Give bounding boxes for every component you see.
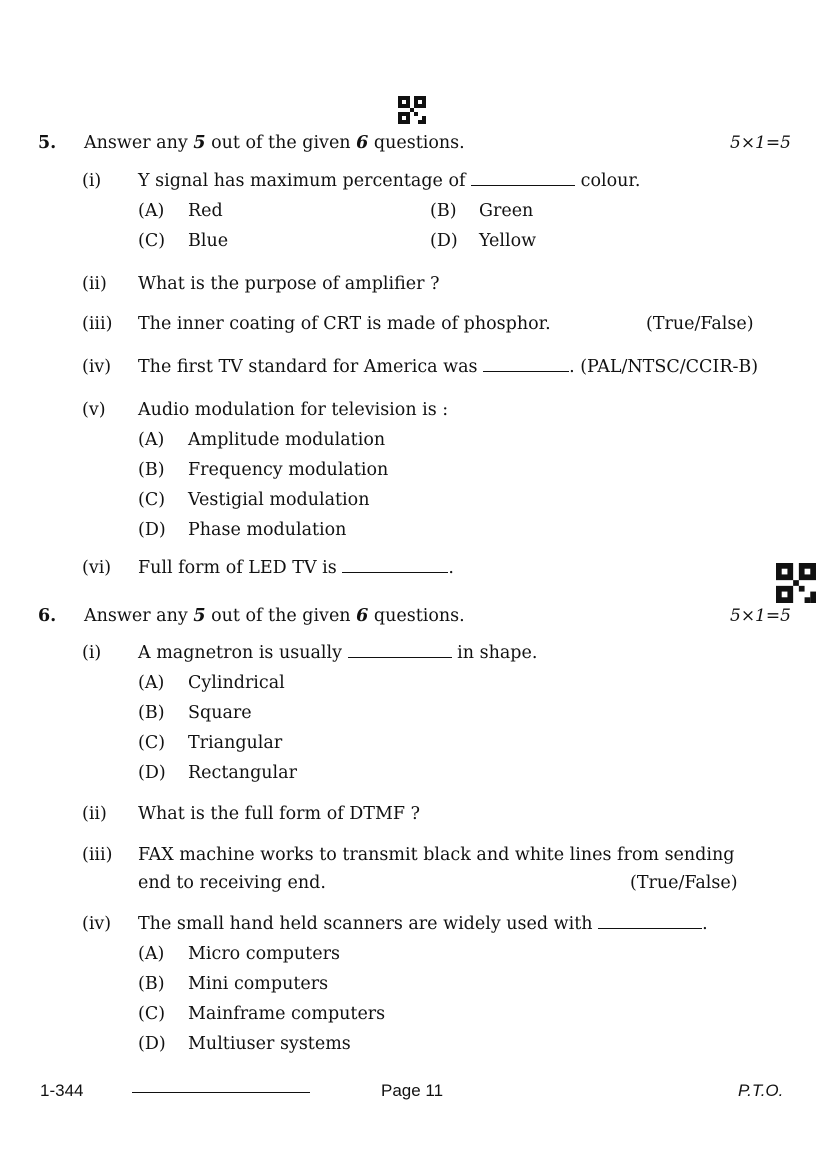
option-text: Vestigial modulation: [188, 490, 370, 510]
question-instruction: Answer any 5 out of the given 6 questions.: [84, 606, 465, 626]
sub-question-text: The small hand held scanners are widely used with .: [138, 914, 708, 934]
option-label: (A): [138, 201, 165, 221]
sub-question-label: (iii): [82, 314, 113, 334]
marks-label: 5×1=5: [730, 133, 791, 153]
sub-question-text: Y signal has maximum percentage of colour.: [138, 171, 641, 191]
option-label: (B): [138, 460, 165, 480]
question-number: 6.: [38, 606, 57, 626]
sub-question-label: (i): [82, 171, 102, 191]
option-text: Amplitude modulation: [188, 430, 386, 450]
option-label: (D): [430, 231, 458, 251]
option-label: (C): [138, 1004, 166, 1024]
option-label: (B): [138, 703, 165, 723]
option-text: Yellow: [479, 231, 537, 251]
option-text: Frequency modulation: [188, 460, 389, 480]
qr-code-top: [398, 96, 426, 124]
option-label: (C): [138, 733, 166, 753]
qr-code-side: [776, 563, 816, 603]
option-text: Red: [188, 201, 223, 221]
marks-label: 5×1=5: [730, 606, 791, 626]
sub-question-label: (ii): [82, 274, 107, 294]
true-false-tag: (True/False): [630, 873, 738, 893]
option-text: Green: [479, 201, 534, 221]
option-label: (A): [138, 430, 165, 450]
option-text: Cylindrical: [188, 673, 285, 693]
option-text: Micro computers: [188, 944, 340, 964]
sub-question-text: FAX machine works to transmit black and white lines from sending: [138, 845, 735, 865]
option-label: (B): [430, 201, 457, 221]
option-label: (C): [138, 231, 166, 251]
option-text: Mainframe computers: [188, 1004, 386, 1024]
sub-question-text-continued: end to receiving end.: [138, 873, 326, 893]
sub-question-label: (iii): [82, 845, 113, 865]
footer-rule: [132, 1092, 310, 1093]
sub-question-text: Full form of LED TV is .: [138, 558, 454, 578]
question-instruction: Answer any 5 out of the given 6 questions.: [84, 133, 465, 153]
sub-question-label: (iv): [82, 357, 112, 377]
sub-question-label: (i): [82, 643, 102, 663]
please-turn-over: P.T.O.: [738, 1081, 784, 1100]
sub-question-text: Audio modulation for television is :: [138, 400, 449, 420]
option-text: Phase modulation: [188, 520, 347, 540]
sub-question-text: A magnetron is usually in shape.: [138, 643, 538, 663]
page-number: Page 11: [381, 1081, 444, 1100]
option-text: Multiuser systems: [188, 1034, 351, 1054]
sub-question-text: The first TV standard for America was . (PAL/NTSC/CCIR-B): [138, 357, 759, 377]
true-false-tag: (True/False): [646, 314, 754, 334]
question-number: 5.: [38, 133, 57, 153]
sub-question-text: What is the purpose of amplifier ?: [138, 274, 440, 294]
sub-question-text: What is the full form of DTMF ?: [138, 804, 420, 824]
option-label: (D): [138, 763, 166, 783]
option-text: Triangular: [188, 733, 283, 753]
option-text: Rectangular: [188, 763, 297, 783]
option-text: Blue: [188, 231, 229, 251]
option-label: (D): [138, 520, 166, 540]
option-label: (C): [138, 490, 166, 510]
sub-question-label: (ii): [82, 804, 107, 824]
option-text: Mini computers: [188, 974, 329, 994]
option-text: Square: [188, 703, 252, 723]
paper-code: 1-344: [40, 1081, 84, 1100]
option-label: (D): [138, 1034, 166, 1054]
sub-question-label: (vi): [82, 558, 112, 578]
option-label: (B): [138, 974, 165, 994]
sub-question-label: (v): [82, 400, 106, 420]
sub-question-label: (iv): [82, 914, 112, 934]
option-label: (A): [138, 944, 165, 964]
option-label: (A): [138, 673, 165, 693]
sub-question-text: The inner coating of CRT is made of phosphor.: [138, 314, 551, 334]
